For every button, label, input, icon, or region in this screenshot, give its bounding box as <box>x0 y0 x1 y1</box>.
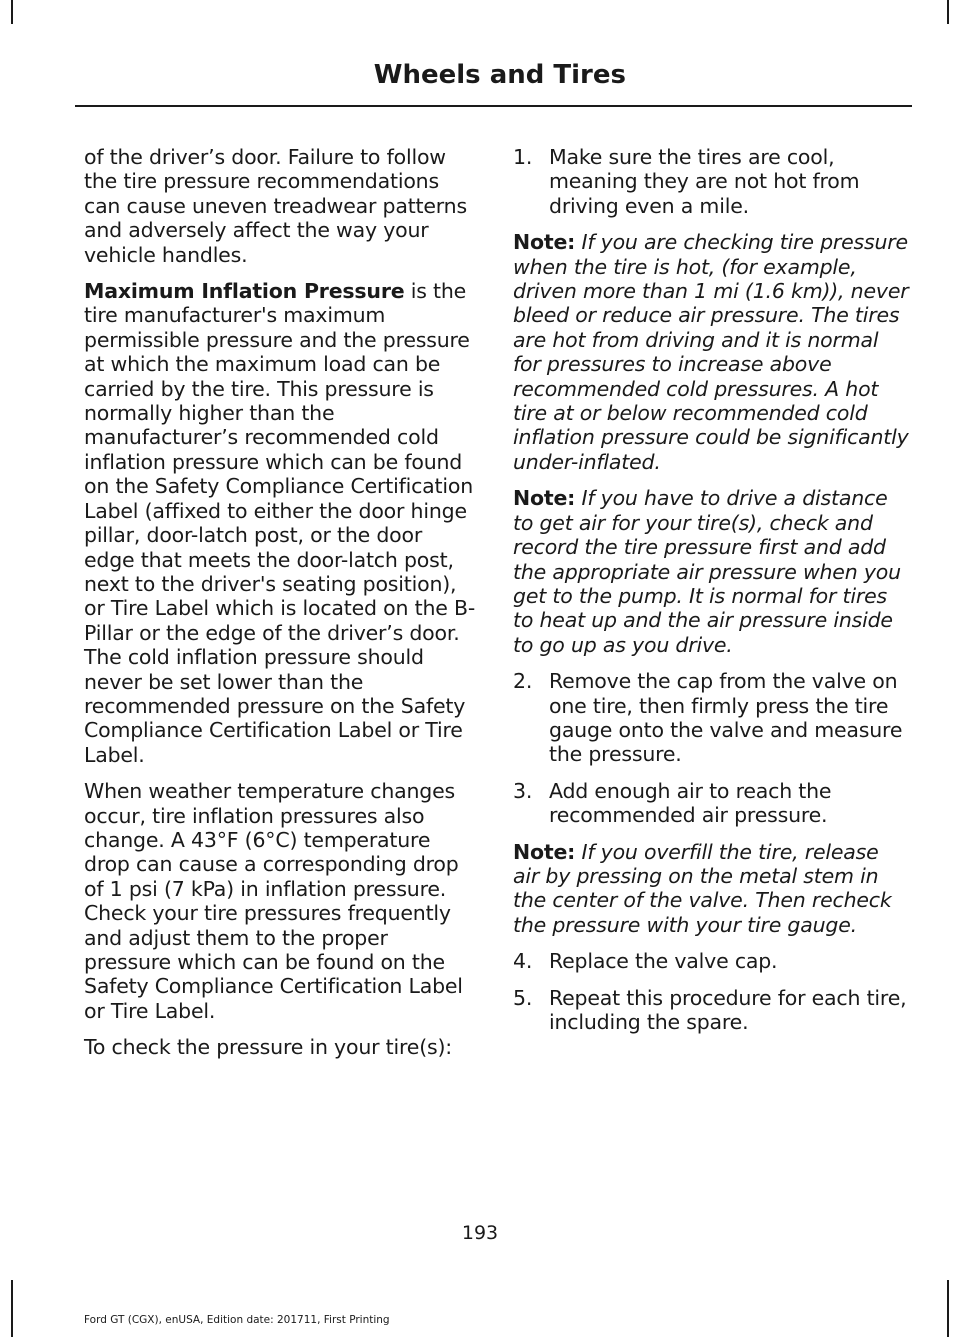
step-number: 2. <box>513 669 533 694</box>
paragraph-temperature: When weather temperature changes occur, tire inflation pressures also change. A 43°F (6°C) temperature drop can cause a corresponding drop of 1 psi (7 kPa) in inflation pressure. Check your tire pressures frequently and adjust them to the proper pressure which can be found on the Safety Compliance Certification Label or Tire Label. <box>84 779 463 1023</box>
note-text: If you have to drive a distance to get air for your tire(s), check and record the tire pressure first and add the appropriate air pressure when you get to the pump. It is normal for tires to heat up and the air pressure inside to go up as you drive. <box>513 486 901 657</box>
left-column <box>84 145 477 1072</box>
page-title: Wheels and Tires <box>373 60 626 90</box>
crop-mark-bottom-right-vertical <box>947 1280 949 1337</box>
note-label: Note: <box>513 839 576 864</box>
header-divider <box>75 105 912 107</box>
paragraph-max-inflation <box>84 279 477 767</box>
step-5 <box>513 986 910 1035</box>
term-max-inflation: Maximum Inflation Pressure <box>84 279 405 304</box>
step-number: 5. <box>513 985 533 1010</box>
note-text: If you overfill the tire, release air by pressing on the metal stem in the center of the valve. Then recheck the pressure with your tire gauge. <box>513 839 892 937</box>
step-text: Make sure the tires are cool, meaning they are not hot from driving even a mile. <box>549 145 860 218</box>
note-drive-distance <box>513 486 910 657</box>
paragraph-max-inflation-text: is the tire manufacturer's maximum permissible pressure and the pressure at which the maximum load can be carried by the tire. This pressure is normally higher than the manufacturer’s recommended cold inflation pressure which can be found on the Safety Compliance Certification Label (affixed to either the door hinge pillar, door-latch post, or the door edge that meets the door-latch post, next to the driver's seating position), or Tire Label which is located on the B-Pillar or the edge of the driver’s door. The cold inflation pressure should never be set lower than the recommended pressure on the Safety Compliance Certification Label or Tire Label. <box>84 279 476 767</box>
step-text: Add enough air to reach the recommended air pressure. <box>549 778 832 828</box>
step-3 <box>513 779 910 828</box>
step-2 <box>513 669 910 767</box>
crop-mark-top-right-vertical <box>947 0 949 24</box>
note-overfill <box>513 840 910 938</box>
step-text: Remove the cap from the valve on one tire, then firmly press the tire gauge onto the valve and measure the pressure. <box>549 669 903 767</box>
step-text: Replace the valve cap. <box>549 949 778 974</box>
step-text: Repeat this procedure for each tire, including the spare. <box>549 985 907 1034</box>
right-column <box>513 145 910 1046</box>
step-number: 3. <box>513 778 533 803</box>
step-4 <box>513 949 910 973</box>
paragraph-intro: of the driver’s door. Failure to follow the tire pressure recommendations can cause uneven treadwear patterns and adversely affect the way your vehicle handles. <box>84 145 467 267</box>
note-hot-tire <box>513 230 910 474</box>
footer-edition: Ford GT (CGX), enUSA, Edition date: 201711, First Printing <box>84 1314 390 1326</box>
note-label: Note: <box>513 230 576 255</box>
note-label: Note: <box>513 486 576 511</box>
paragraph-check-intro: To check the pressure in your tire(s): <box>84 1035 452 1060</box>
crop-mark-bottom-left-vertical <box>11 1280 13 1337</box>
step-number: 1. <box>513 145 533 169</box>
note-text: If you are checking tire pressure when the tire is hot, (for example, driven more than 1 mi (1.6 km)), never bleed or reduce air pressure. The tires are hot from driving and it is normal for pressures to increase above recommended cold pressures. A hot tire at or below recommended cold inflation pressure could be significantly under-inflated. <box>513 230 909 474</box>
page-number: 193 <box>461 1222 499 1244</box>
step-number: 4. <box>513 949 533 974</box>
step-1 <box>513 145 910 218</box>
crop-mark-top-left-vertical <box>11 0 13 24</box>
